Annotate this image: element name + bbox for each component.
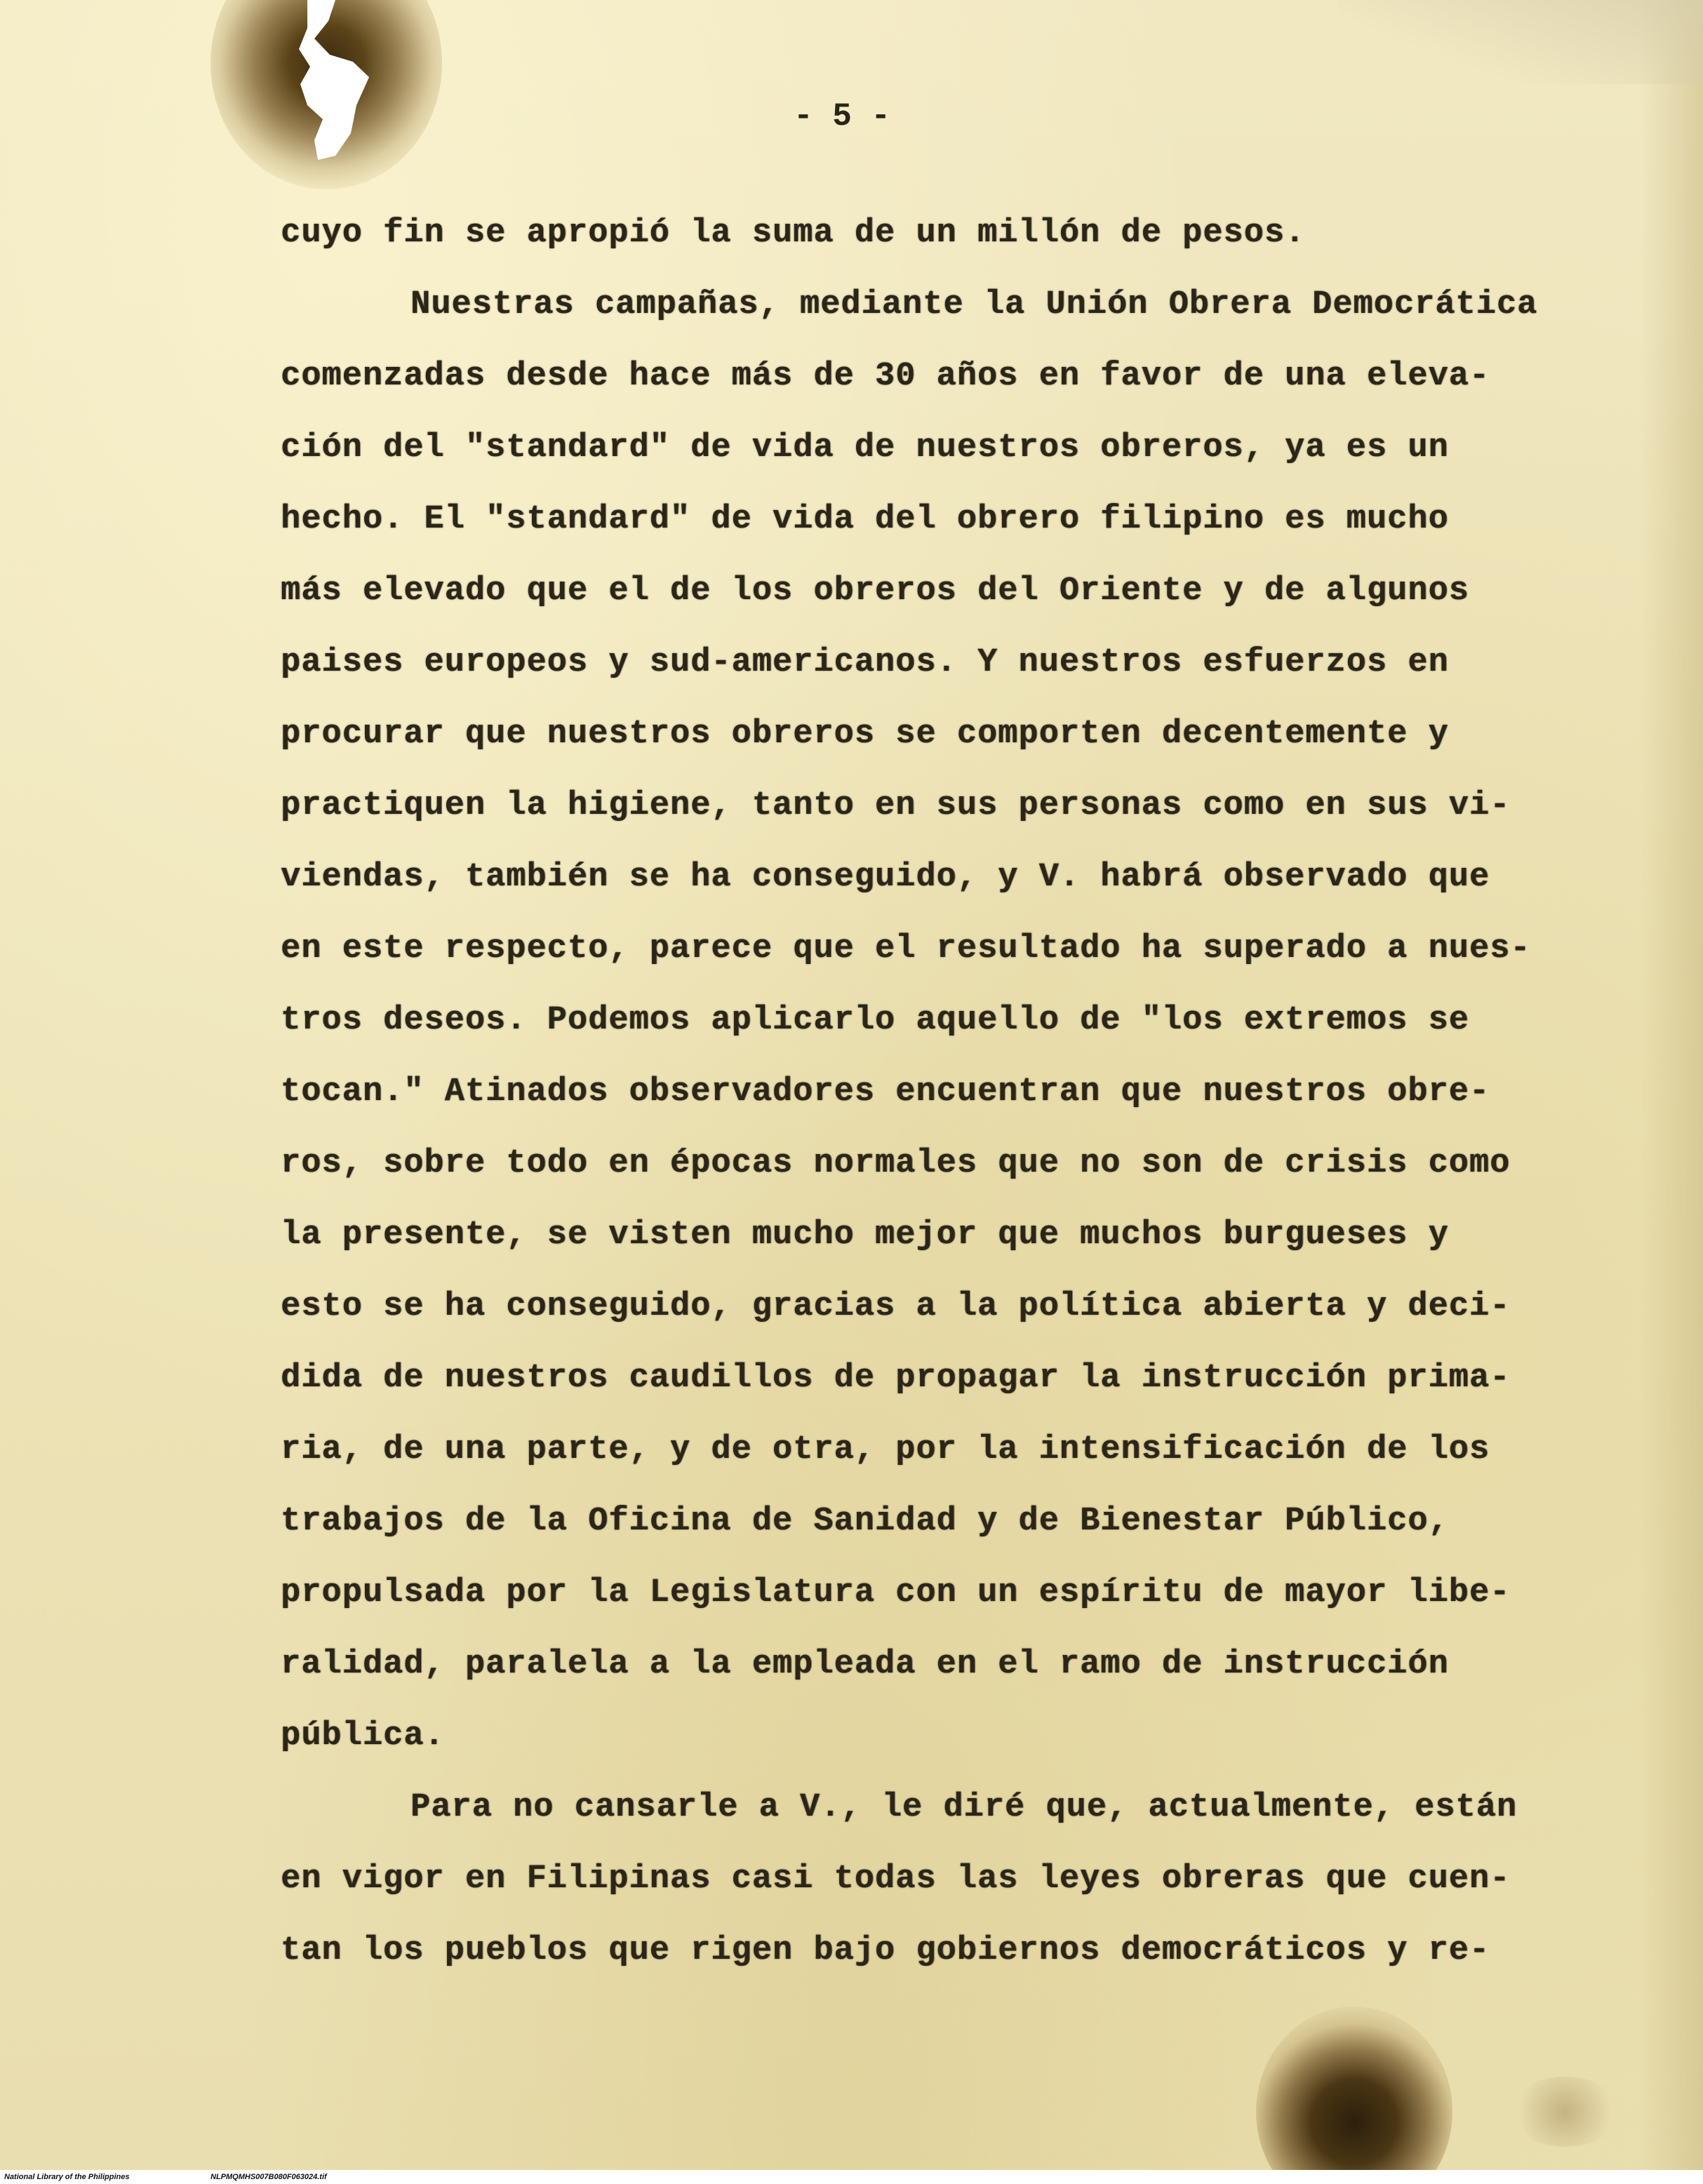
- text-line: la presente, se visten mucho mejor que muchos burgueses y: [281, 1217, 1449, 1254]
- text-line: pública.: [281, 1717, 445, 1755]
- text-line: ralidad, paralela a la empleada en el ramo de instrucción: [281, 1646, 1449, 1683]
- text-line: en este respecto, parece que el resultado ha superado a nues-: [281, 930, 1531, 967]
- page-number: - 5 -: [793, 98, 891, 135]
- text-line: tocan." Atinados observadores encuentran que nuestros obre-: [281, 1073, 1490, 1111]
- text-line: esto se ha conseguido, gracias a la política abierta y deci-: [281, 1288, 1511, 1325]
- text-line: Para no cansarle a V., le diré que, actualmente, están: [410, 1789, 1518, 1826]
- text-line: ria, de una parte, y de otra, por la intensificación de los: [281, 1431, 1490, 1468]
- archive-footer: [0, 2170, 1703, 2184]
- text-line: ción del "standard" de vida de nuestros obreros, ya es un: [281, 429, 1449, 467]
- text-line: practiquen la higiene, tanto en sus personas como en sus vi-: [281, 787, 1511, 824]
- text-line: comenzadas desde hace más de 30 años en favor de una eleva-: [281, 358, 1490, 395]
- text-line: Nuestras campañas, mediante la Unión Obrera Democrática: [410, 286, 1538, 323]
- text-line: trabajos de la Oficina de Sanidad y de Bienestar Público,: [281, 1503, 1449, 1540]
- text-line: tros deseos. Podemos aplicarlo aquello de "los extremos se: [281, 1002, 1469, 1039]
- text-line: ros, sobre todo en épocas normales que no son de crisis como: [281, 1145, 1511, 1182]
- text-line: hecho. El "standard" de vida del obrero filipino es mucho: [281, 501, 1449, 538]
- text-line: procurar que nuestros obreros se comporten decentemente y: [281, 716, 1449, 753]
- text-line: en vigor en Filipinas casi todas las leyes obreras que cuen-: [281, 1861, 1511, 1898]
- text-line: dida de nuestros caudillos de propagar la instrucción prima-: [281, 1360, 1511, 1397]
- text-line: cuyo fin se apropió la suma de un millón de pesos.: [281, 215, 1306, 252]
- text-line: tan los pueblos que rigen bajo gobiernos democráticos y re-: [281, 1932, 1490, 1969]
- text-line: propulsada por la Legislatura con un espíritu de mayor libe-: [281, 1574, 1511, 1612]
- text-line: paises europeos y sud-americanos. Y nuestros esfuerzos en: [281, 644, 1449, 681]
- text-line: más elevado que el de los obreros del Oriente y de algunos: [281, 572, 1469, 610]
- library-credit: National Library of the Philippines: [4, 2173, 130, 2181]
- scan-filename: NLPMQMHS007B080F063024.tif: [211, 2173, 327, 2181]
- text-line: viendas, también se ha conseguido, y V. habrá observado que: [281, 859, 1490, 896]
